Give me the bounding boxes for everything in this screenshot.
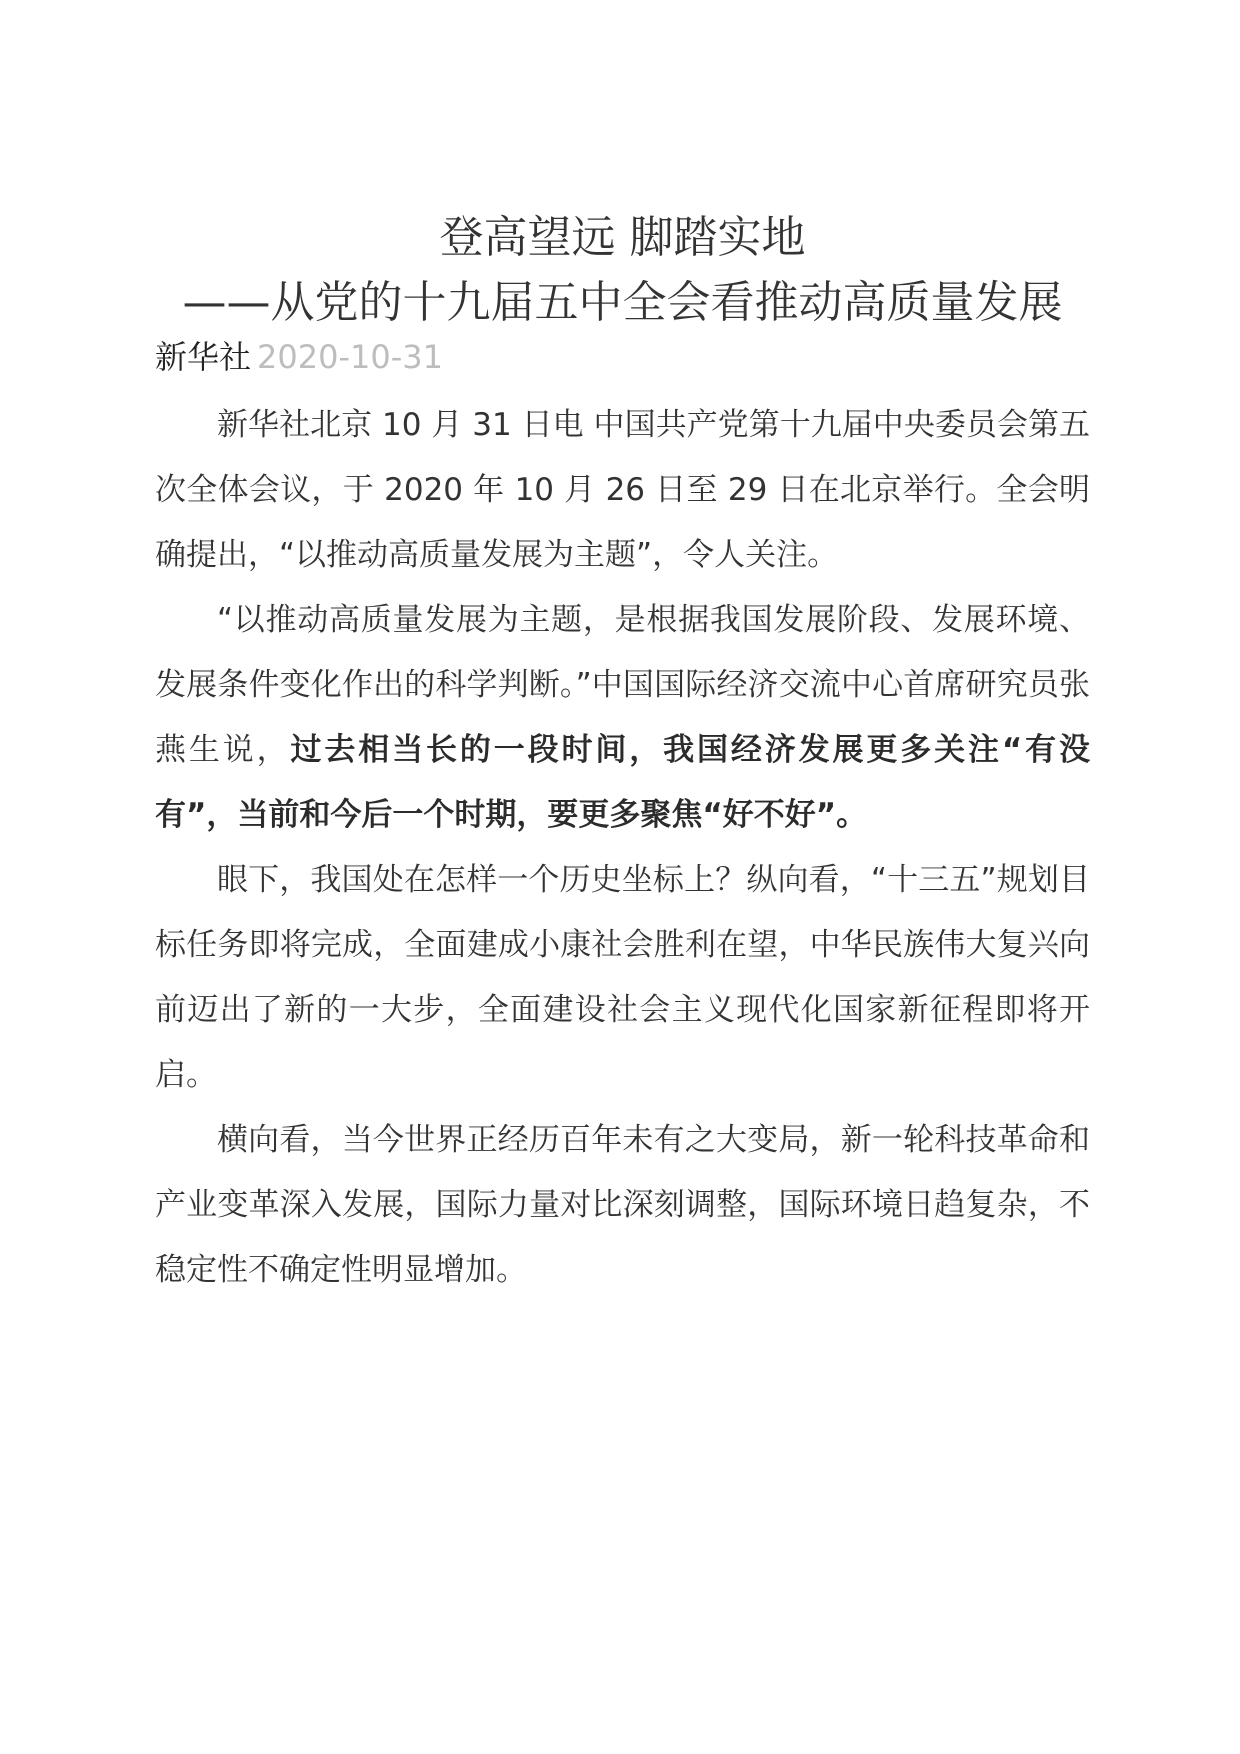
title-line-1: 登高望远 脚踏实地 (439, 212, 806, 263)
paragraph-3: 眼下，我国处在怎样一个历史坐标上？纵向看，“十三五”规划目标任务即将完成，全面建成小康社会胜利在望，中华民族伟大复兴向前迈出了新的一大步，全面建设社会主义现代化国家新征程即将开启。 (155, 862, 1090, 1093)
paragraph-2-bold-quote: 过去相当长的一段时间，我国经济发展更多关注“有没有”，当前和今后一个时期，要更多聚焦“好不好”。 (155, 732, 1090, 833)
article-date: 2020-10-31 (257, 338, 443, 376)
byline (155, 335, 1090, 379)
paragraph-4: 横向看，当今世界正经历百年未有之大变局，新一轮科技革命和产业变革深入发展，国际力量对比深刻调整，国际环境日趋复杂，不稳定性不确定性明显增加。 (155, 1122, 1090, 1288)
paragraph-1: 新华社北京 10 月 31 日电 中国共产党第十九届中央委员会第五次全体会议，于 2020 年 10 月 26 日至 29 日在北京举行。全会明确提出，“以推动高质量发展为主题”，令人关注。 (155, 407, 1090, 573)
paragraph-2 (155, 588, 1090, 848)
title-line-2: ——从党的十九届五中全会看推动高质量发展 (182, 277, 1063, 328)
article (155, 205, 1090, 1303)
article-source: 新华社 (155, 338, 252, 376)
article-title (155, 205, 1090, 335)
paragraph-2-text: “以推动高质量发展为主题，是根据我国发展阶段、发展环境、发展条件变化作出的科学判断。”中国国际经济交流中心首席研究员张燕生说， (155, 602, 1090, 768)
